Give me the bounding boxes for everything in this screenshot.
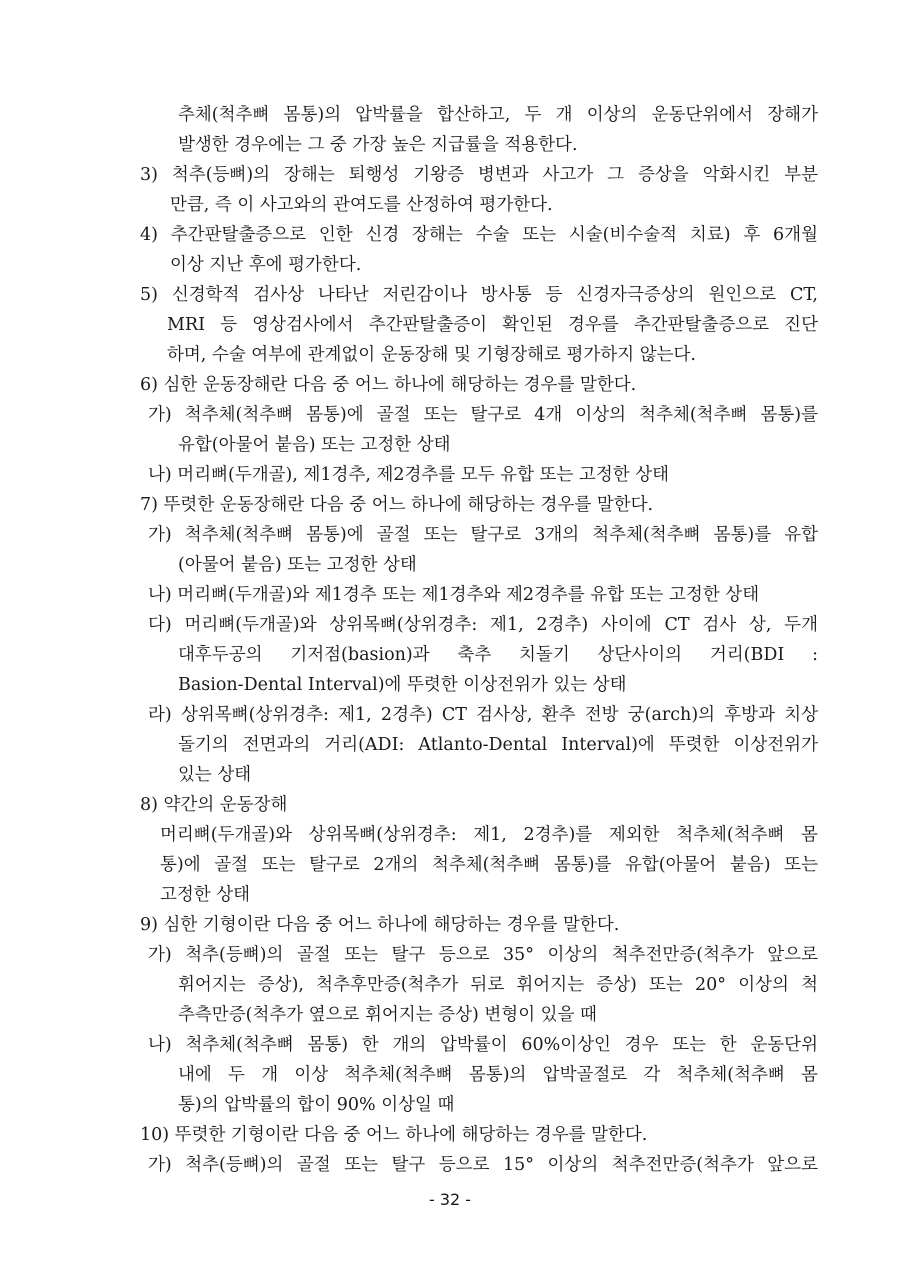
page-number: - 32 -: [428, 1190, 472, 1209]
text-line: 대후두공의 기저점(basion)과 축추 치돌기 상단사이의 거리(BDI :: [178, 645, 818, 665]
text-line: 만큼, 즉 이 사고와의 관여도를 산정하여 평가한다.: [170, 195, 553, 215]
text-line: 돌기의 전면과의 거리(ADI: Atlanto-Dental Interval)에 뚜렷한 이상전위가: [178, 735, 818, 755]
text-line: 5) 신경학적 검사상 나타난 저린감이나 방사통 등 신경자극증상의 원인으로 CT,: [140, 285, 818, 305]
text-line: 나) 척추체(척추뼈 몸통) 한 개의 압박률이 60%이상인 경우 또는 한 운동단위: [148, 1035, 818, 1055]
text-line: 통)에 골절 또는 탈구로 2개의 척추체(척추뼈 몸통)를 유합(아물어 붙음) 또는: [160, 855, 818, 875]
text-line: 7) 뚜렷한 운동장해란 다음 중 어느 하나에 해당하는 경우를 말한다.: [140, 495, 654, 515]
text-line: 가) 척추(등뼈)의 골절 또는 탈구 등으로 35° 이상의 척추전만증(척추가 앞으로: [148, 945, 818, 965]
text-line: 머리뼈(두개골)와 상위목뼈(상위경추: 제1, 2경추)를 제외한 척추체(척추뼈 몸: [160, 825, 818, 845]
text-line: 유합(아물어 붙음) 또는 고정한 상태: [178, 435, 451, 455]
text-line: 10) 뚜렷한 기형이란 다음 중 어느 하나에 해당하는 경우를 말한다.: [140, 1125, 648, 1145]
text-line: 3) 척추(등뼈)의 장해는 퇴행성 기왕증 병변과 사고가 그 증상을 악화시킨 부분: [140, 165, 818, 185]
text-line: 4) 추간판탈출증으로 인한 신경 장해는 수술 또는 시술(비수술적 치료) 후 6개월: [140, 225, 818, 245]
text-line: 가) 척추체(척추뼈 몸통)에 골절 또는 탈구로 4개 이상의 척추체(척추뼈 몸통)를: [148, 405, 818, 425]
text-line: 6) 심한 운동장해란 다음 중 어느 하나에 해당하는 경우를 말한다.: [140, 375, 637, 395]
text-line: 라) 상위목뼈(상위경추: 제1, 2경추) CT 검사상, 환추 전방 궁(arch)의 후방과 치상: [148, 705, 818, 725]
text-line: 내에 두 개 이상 척추체(척추뼈 몸통)의 압박골절로 각 척추체(척추뼈 몸: [178, 1065, 818, 1085]
text-line: 통)의 압박률의 합이 90% 이상일 때: [178, 1095, 455, 1115]
text-line: (아물어 붙음) 또는 고정한 상태: [178, 555, 417, 575]
text-line: 8) 약간의 운동장해: [140, 795, 288, 815]
text-line: 나) 머리뼈(두개골), 제1경추, 제2경추를 모두 유합 또는 고정한 상태: [148, 465, 670, 485]
text-line: 가) 척추체(척추뼈 몸통)에 골절 또는 탈구로 3개의 척추체(척추뼈 몸통)를 유합: [148, 525, 818, 545]
text-line: 가) 척추(등뼈)의 골절 또는 탈구 등으로 15° 이상의 척추전만증(척추가 앞으로: [148, 1155, 818, 1175]
text-line: 휘어지는 증상), 척추후만증(척추가 뒤로 휘어지는 증상) 또는 20° 이상의 척: [178, 975, 818, 995]
text-line: 추측만증(척추가 옆으로 휘어지는 증상) 변형이 있을 때: [178, 1005, 597, 1025]
text-line: 하며, 수술 여부에 관계없이 운동장해 및 기형장해로 평가하지 않는다.: [167, 345, 696, 365]
text-line: 9) 심한 기형이란 다음 중 어느 하나에 해당하는 경우를 말한다.: [140, 915, 620, 935]
text-line: 고정한 상태: [160, 885, 251, 905]
text-line: 있는 상태: [178, 765, 252, 785]
text-line: 발생한 경우에는 그 중 가장 높은 지급률을 적용한다.: [178, 135, 578, 155]
text-line: Basion-Dental Interval)에 뚜렷한 이상전위가 있는 상태: [178, 675, 627, 695]
text-line: 다) 머리뼈(두개골)와 상위목뼈(상위경추: 제1, 2경추) 사이에 CT 검사 상, 두개: [148, 615, 818, 635]
text-line: 추체(척추뼈 몸통)의 압박률을 합산하고, 두 개 이상의 운동단위에서 장해가: [178, 105, 818, 125]
text-line: 이상 지난 후에 평가한다.: [170, 255, 362, 275]
text-line: 나) 머리뼈(두개골)와 제1경추 또는 제1경추와 제2경추를 유합 또는 고정한 상태: [148, 585, 760, 605]
text-line: MRI 등 영상검사에서 추간판탈출증이 확인된 경우를 추간판탈출증으로 진단: [167, 315, 818, 335]
